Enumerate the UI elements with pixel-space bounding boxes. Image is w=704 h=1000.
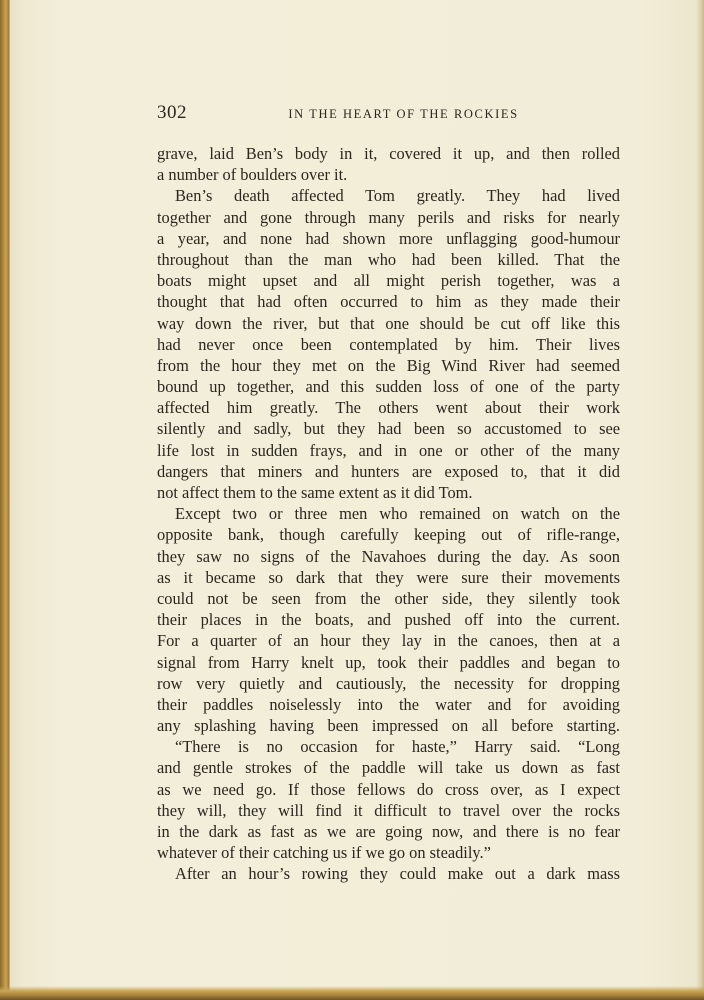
text-line: affected him greatly. The others went about their work xyxy=(157,398,620,418)
text-line: their paddles noiselessly into the water and for avoiding xyxy=(157,694,620,714)
text-line: their places in the boats, and pushed off into the current. xyxy=(157,610,620,630)
text-line: bound up together, and this sudden loss of one of the party xyxy=(157,377,620,397)
page-number: 302 xyxy=(157,102,187,123)
text-line: For a quarter of an hour they lay in the canoes, then at a xyxy=(157,631,620,651)
text-line: any splashing having been impressed on all before starting. xyxy=(157,716,620,736)
text-line: from the hour they met on the Big Wind River had seemed xyxy=(157,355,620,375)
text-line: as we need go. If those fellows do cross over, as I expect xyxy=(157,779,620,799)
text-line: life lost in sudden frays, and in one or other of the many xyxy=(157,440,620,460)
text-line: way down the river, but that one should be cut off like this xyxy=(157,313,620,333)
text-line: grave, laid Ben’s body in it, covered it up, and then rolled xyxy=(157,144,620,163)
text-line: had never once been contemplated by him. Their lives xyxy=(157,334,620,354)
binding-edge xyxy=(0,0,10,1000)
text-line: thought that had often occurred to him as they made their xyxy=(157,292,620,312)
text-line: boats might upset and all might perish together, was a xyxy=(157,271,620,291)
text-line: they saw no signs of the Navahoes during the day. As soon xyxy=(157,546,620,566)
running-title: IN THE HEART OF THE ROCKIES xyxy=(288,107,519,121)
text-line: whatever of their catching us if we go on steadily.” xyxy=(157,843,491,863)
text-line: a number of boulders over it. xyxy=(157,165,348,185)
text-line: silently and sadly, but they had been so accustomed to see xyxy=(157,419,620,439)
text-line: row very quietly and cautiously, the necessity for dropping xyxy=(157,673,620,693)
text-line: and gentle strokes of the paddle will take us down as fast xyxy=(157,758,620,778)
text-line: a year, and none had shown more unflagging good-humour xyxy=(157,228,620,248)
text-line: After an hour’s rowing they could make out a dark mass xyxy=(175,864,620,884)
text-line: Except two or three men who remained on watch on the xyxy=(175,504,620,524)
text-line: signal from Harry knelt up, took their paddles and began to xyxy=(157,652,620,672)
text-line: “There is no occasion for haste,” Harry said. “Long xyxy=(175,737,620,757)
text-line: they will, they will find it difficult to travel over the rocks xyxy=(157,800,620,820)
text-line: Ben’s death affected Tom greatly. They had lived xyxy=(175,186,620,206)
text-line: together and gone through many perils and risks for nearly xyxy=(157,207,620,227)
page-right-edge xyxy=(696,0,704,1000)
text-line: could not be seen from the other side, they silently took xyxy=(157,588,620,608)
text-line: throughout than the man who had been killed. That the xyxy=(157,249,620,269)
body-text xyxy=(157,143,620,885)
page-bottom-edge xyxy=(0,986,704,1000)
text-line: as it became so dark that they were sure their movements xyxy=(157,567,620,587)
text-line: in the dark as fast as we are going now, and there is no fear xyxy=(157,822,620,841)
text-line: opposite bank, though carefully keeping out of rifle-range, xyxy=(157,525,620,545)
page-header xyxy=(157,100,620,130)
text-line: dangers that miners and hunters are exposed to, that it did xyxy=(157,461,620,481)
text-line: not affect them to the same extent as it did Tom. xyxy=(157,483,473,502)
